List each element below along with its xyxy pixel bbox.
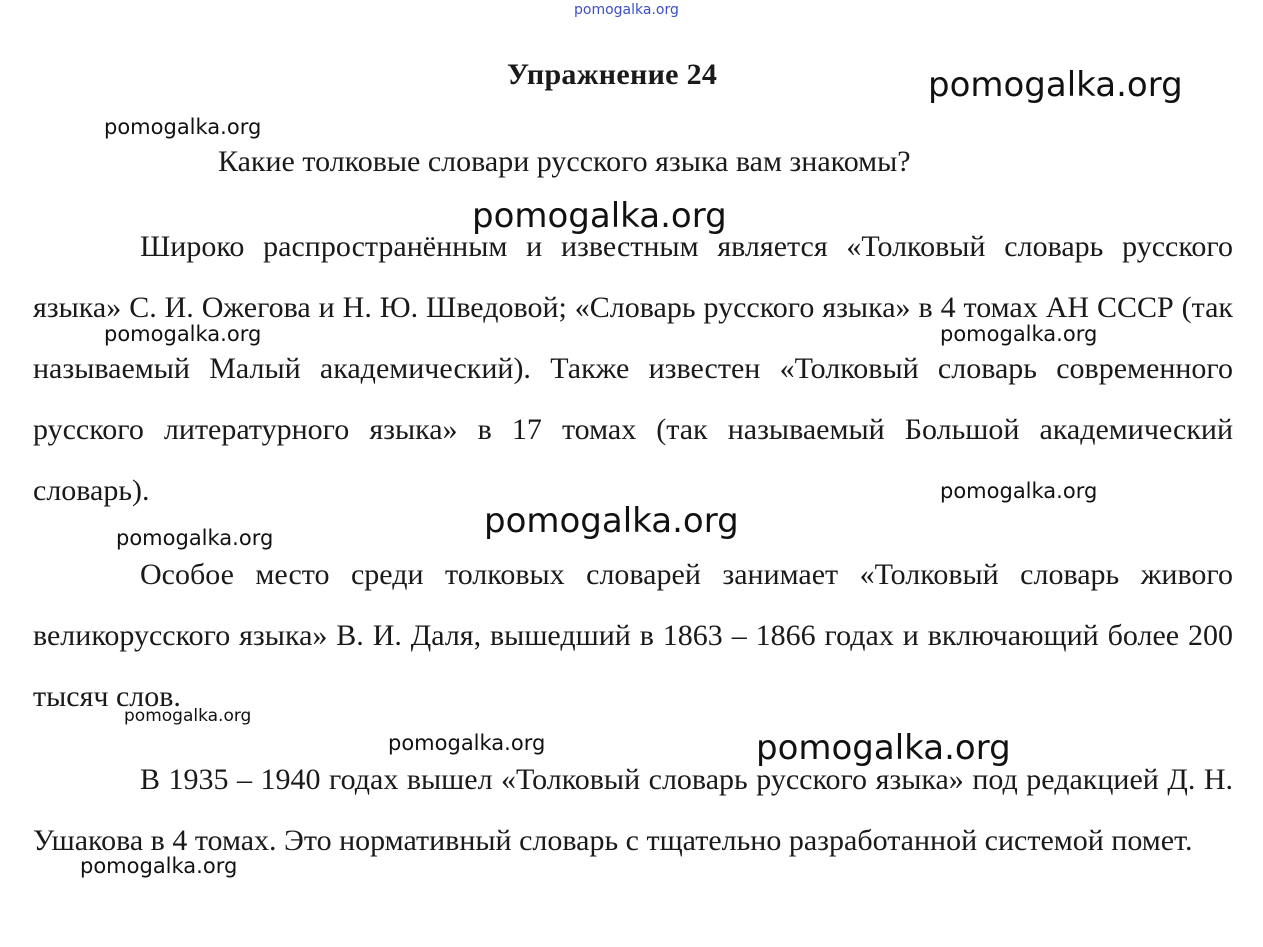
watermark-center-2: pomogalka.org xyxy=(484,501,739,541)
watermark-left-2: pomogalka.org xyxy=(104,322,262,346)
watermark-right-2: pomogalka.org xyxy=(940,322,1098,346)
exercise-question: Какие толковые словари русского языка вам знакомы? xyxy=(218,145,911,178)
watermark-header-right: pomogalka.org xyxy=(928,65,1183,105)
watermark-center-3: pomogalka.org xyxy=(388,731,546,755)
watermark-left-4: pomogalka.org xyxy=(124,706,252,726)
watermark-right-3: pomogalka.org xyxy=(940,479,1098,503)
answer-paragraph-3: В 1935 – 1940 годах вышел «Толковый словарь русского языка» под редакцией Д. Н. Ушакова в 4 томах. Это нормативный словарь с тщательно разработанной системой помет. xyxy=(33,763,1233,857)
watermark-left-1: pomogalka.org xyxy=(104,115,262,139)
watermark-right-4: pomogalka.org xyxy=(756,728,1011,768)
watermark-top: pomogalka.org xyxy=(574,2,679,18)
answer-paragraph-2: Особое место среди толковых словарей занимает «Толковый словарь живого великорусского языка» В. И. Даля, вышедший в 1863 – 1866 годах и включающий более 200 тысяч слов. xyxy=(33,558,1233,713)
exercise-title: Упражнение 24 xyxy=(507,58,718,91)
watermark-center-1: pomogalka.org xyxy=(472,196,727,236)
watermark-left-3: pomogalka.org xyxy=(116,526,274,550)
answer-paragraph-1: Широко распространённым и известным является «Толковый словарь русского языка» С. И. Ожегова и Н. Ю. Шведовой; «Словарь русского языка» в 4 томах АН СССР (так называемый Малый академический). Также известен «Толковый словарь современного русского литературного языка» в 17 томах (так называемый Большой академический словарь). xyxy=(33,230,1233,507)
watermark-left-5: pomogalka.org xyxy=(80,854,238,878)
